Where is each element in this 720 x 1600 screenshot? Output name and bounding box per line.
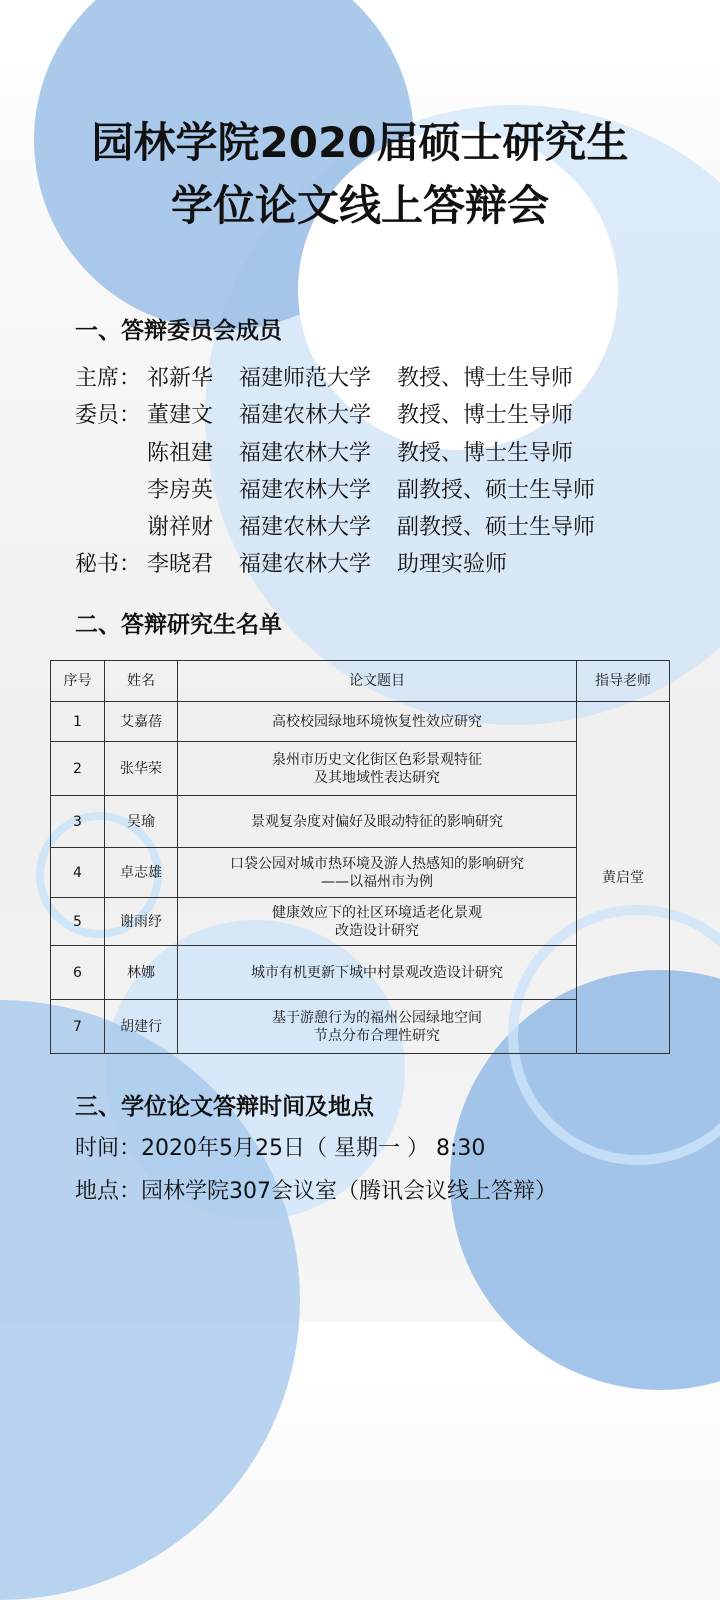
committee-name: 董建文 [147, 403, 214, 428]
committee-name: 李晓君 [147, 552, 214, 577]
topic-line-1: 健康效应下的社区环境适老化景观 [272, 904, 482, 921]
topic-line-2: 节点分布合理性研究 [314, 1027, 440, 1044]
cell-no: 5 [51, 898, 105, 946]
cell-topic [178, 796, 577, 848]
header-name: 姓名 [105, 661, 178, 702]
topic-line-2: 改造设计研究 [335, 922, 419, 939]
cell-topic [178, 742, 577, 796]
topic-line-1: 高校校园绿地环境恢复性效应研究 [272, 713, 482, 730]
cell-no: 4 [51, 848, 105, 898]
cell-topic [178, 946, 577, 1000]
header-no: 序号 [51, 661, 105, 702]
cell-name: 胡建行 [105, 1000, 178, 1054]
committee-title: 副教授、硕士生导师 [397, 478, 596, 503]
defense-place: 地点：园林学院307会议室（腾讯会议线上答辩） [75, 1179, 557, 1204]
cell-no: 1 [51, 702, 105, 742]
topic-line-2: ——以福州市为例 [321, 873, 433, 890]
header-advisor: 指导老师 [577, 661, 670, 702]
title-line-2: 学位论文线上答辩会 [170, 181, 549, 230]
cell-advisor: 黄启堂 [577, 702, 670, 1054]
cell-no: 2 [51, 742, 105, 796]
committee-name: 陈祖建 [147, 441, 214, 466]
committee-title: 教授、博士生导师 [397, 403, 574, 428]
committee-name: 谢祥财 [147, 515, 214, 540]
committee-title: 副教授、硕士生导师 [397, 515, 596, 540]
cell-name: 张华荣 [105, 742, 178, 796]
cell-topic [178, 702, 577, 742]
committee-org: 福建农林大学 [239, 515, 372, 540]
cell-topic [178, 898, 577, 946]
cell-name: 卓志雄 [105, 848, 178, 898]
cell-no: 6 [51, 946, 105, 1000]
committee-org: 福建农林大学 [239, 441, 372, 466]
committee-row [0, 398, 720, 428]
section2-heading: 二、答辩研究生名单 [75, 612, 282, 638]
cell-name: 艾嘉蓓 [105, 702, 178, 742]
committee-org: 福建农林大学 [239, 403, 372, 428]
section1-heading: 一、答辩委员会成员 [75, 318, 282, 344]
cell-name: 谢雨纾 [105, 898, 178, 946]
committee-org: 福建农林大学 [239, 478, 372, 503]
cell-no: 3 [51, 796, 105, 848]
committee-org: 福建农林大学 [239, 552, 372, 577]
header-topic: 论文题目 [178, 661, 577, 702]
committee-row [0, 510, 720, 540]
committee-org: 福建师范大学 [239, 366, 372, 391]
committee-row [0, 361, 720, 391]
committee-row [0, 436, 720, 466]
topic-line-1: 城市有机更新下城中村景观改造设计研究 [251, 964, 503, 981]
title-line-1: 园林学院2020届硕士研究生 [91, 118, 629, 167]
cell-topic [178, 1000, 577, 1054]
committee-name: 祁新华 [147, 366, 214, 391]
committee-title: 助理实验师 [397, 552, 508, 577]
committee-label: 秘书： [75, 552, 142, 577]
topic-line-1: 泉州市历史文化街区色彩景观特征 [272, 751, 482, 768]
committee-label: 委员： [75, 403, 142, 428]
table-row [51, 702, 670, 742]
cell-name: 林娜 [105, 946, 178, 1000]
cell-name: 吴瑜 [105, 796, 178, 848]
topic-line-1: 口袋公园对城市热环境及游人热感知的影响研究 [230, 855, 524, 872]
cell-no: 7 [51, 1000, 105, 1054]
students-table [50, 660, 670, 1054]
topic-line-1: 景观复杂度对偏好及眼动特征的影响研究 [251, 813, 503, 830]
committee-label: 主席： [75, 366, 142, 391]
topic-line-2: 及其地域性表达研究 [314, 769, 440, 786]
committee-name: 李房英 [147, 478, 214, 503]
committee-row [0, 547, 720, 577]
table-header-row [51, 661, 670, 702]
section3-heading: 三、学位论文答辩时间及地点 [75, 1094, 374, 1120]
topic-line-1: 基于游憩行为的福州公园绿地空间 [272, 1009, 482, 1026]
defense-time: 时间：2020年5月25日（ 星期一 ） 8:30 [75, 1136, 486, 1161]
committee-row [0, 473, 720, 503]
committee-title: 教授、博士生导师 [397, 366, 574, 391]
committee-title: 教授、博士生导师 [397, 441, 574, 466]
cell-topic [178, 848, 577, 898]
